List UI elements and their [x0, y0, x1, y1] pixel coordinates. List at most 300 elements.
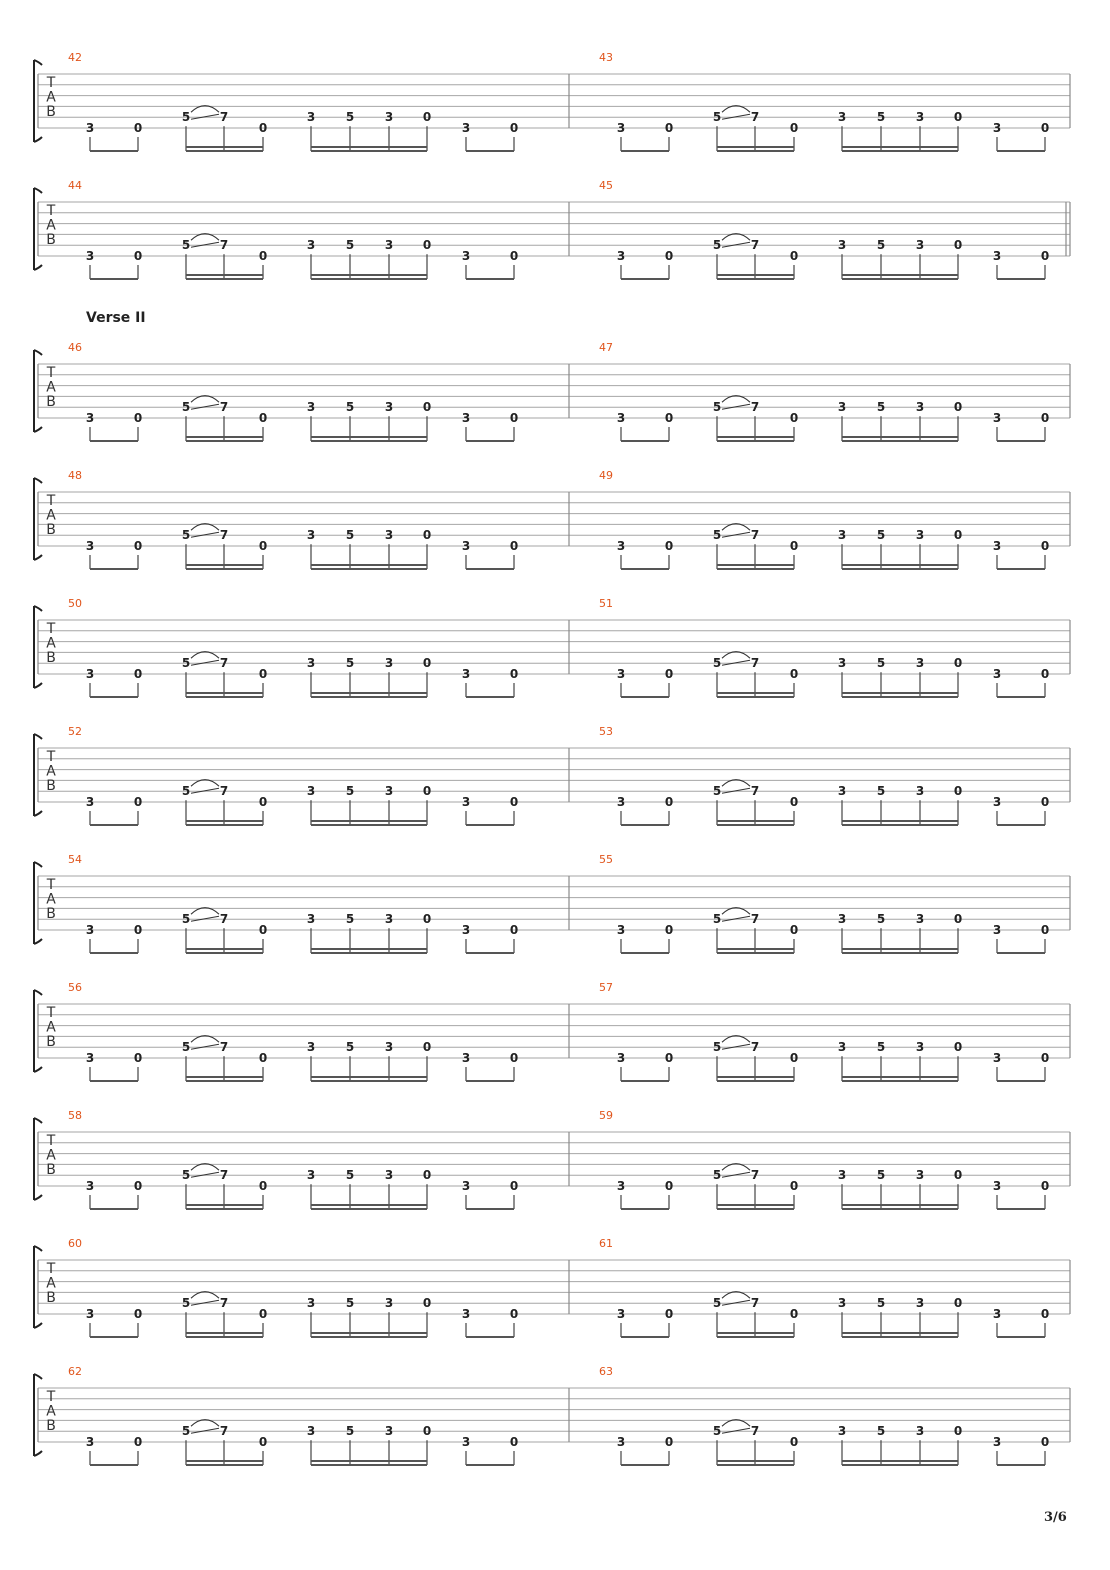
page-number: 3/6: [1044, 1510, 1067, 1525]
fret-number: 0: [133, 1435, 143, 1449]
fret-number: 3: [992, 1179, 1002, 1193]
fret-number: 0: [789, 539, 799, 553]
fret-number: 3: [992, 249, 1002, 263]
fret-number: 7: [750, 238, 760, 253]
fret-number: 5: [345, 912, 355, 927]
fret-number: 3: [85, 1179, 95, 1193]
fret-number: 5: [345, 238, 355, 253]
fret-number: 3: [85, 411, 95, 425]
fret-number: 3: [992, 667, 1002, 681]
fret-number: 3: [461, 1435, 471, 1449]
fret-number: 3: [306, 528, 316, 543]
fret-number: 3: [306, 784, 316, 799]
fret-number: 3: [992, 923, 1002, 937]
fret-number: 0: [422, 1296, 432, 1311]
measure-number: 48: [68, 469, 82, 482]
fret-number: 3: [306, 912, 316, 927]
fret-number: 0: [1040, 923, 1050, 937]
fret-number: 0: [422, 912, 432, 927]
fret-number: 0: [133, 923, 143, 937]
fret-number: 7: [750, 656, 760, 671]
fret-number: 5: [181, 784, 191, 799]
fret-number: 7: [219, 400, 229, 415]
fret-number: 0: [509, 923, 519, 937]
fret-number: 5: [876, 1424, 886, 1439]
section-label: Verse II: [86, 310, 146, 326]
fret-number: 3: [992, 1435, 1002, 1449]
tab-system: [34, 341, 1070, 441]
fret-number: 5: [345, 1424, 355, 1439]
fret-number: 3: [306, 110, 316, 125]
fret-number: 0: [1040, 1307, 1050, 1321]
tab-system: [34, 1237, 1070, 1337]
fret-number: 0: [509, 539, 519, 553]
fret-number: 3: [992, 795, 1002, 809]
fret-number: 3: [616, 1179, 626, 1193]
tab-system: [34, 179, 1070, 279]
tab-system: [34, 51, 1070, 151]
measure-number: 57: [599, 981, 613, 994]
fret-number: 0: [664, 121, 674, 135]
fret-number: 5: [181, 110, 191, 125]
fret-number: 3: [616, 539, 626, 553]
fret-number: 7: [219, 1168, 229, 1183]
fret-number: 7: [219, 1296, 229, 1311]
fret-number: 3: [461, 923, 471, 937]
fret-number: 7: [219, 528, 229, 543]
tab-clef-letter: B: [46, 778, 56, 794]
fret-number: 3: [837, 400, 847, 415]
fret-number: 3: [461, 795, 471, 809]
fret-number: 3: [616, 1307, 626, 1321]
fret-number: 3: [915, 912, 925, 927]
fret-number: 0: [953, 656, 963, 671]
measure-number: 55: [599, 853, 613, 866]
fret-number: 0: [664, 1435, 674, 1449]
fret-number: 0: [1040, 1435, 1050, 1449]
measure-number: 63: [599, 1365, 613, 1378]
tab-clef-letter: A: [46, 763, 56, 780]
fret-number: 0: [422, 656, 432, 671]
fret-number: 3: [616, 795, 626, 809]
fret-number: 5: [876, 400, 886, 415]
fret-number: 3: [616, 667, 626, 681]
fret-number: 3: [384, 400, 394, 415]
fret-number: 3: [306, 238, 316, 253]
tab-system: [34, 1109, 1070, 1209]
tab-clef-letter: B: [46, 1034, 56, 1050]
fret-number: 5: [712, 528, 722, 543]
fret-number: 3: [837, 528, 847, 543]
tab-clef-letter: B: [46, 1290, 56, 1306]
tab-clef-letter: A: [46, 379, 56, 396]
fret-number: 0: [789, 411, 799, 425]
fret-number: 5: [712, 110, 722, 125]
fret-number: 5: [345, 656, 355, 671]
fret-number: 7: [219, 1040, 229, 1055]
fret-number: 3: [616, 411, 626, 425]
fret-number: 5: [712, 1040, 722, 1055]
fret-number: 0: [509, 1051, 519, 1065]
fret-number: 3: [992, 1051, 1002, 1065]
fret-number: 3: [85, 667, 95, 681]
fret-number: 3: [85, 1307, 95, 1321]
fret-number: 3: [85, 1051, 95, 1065]
fret-number: 7: [219, 1424, 229, 1439]
fret-number: 0: [1040, 249, 1050, 263]
fret-number: 0: [1040, 539, 1050, 553]
fret-number: 0: [133, 411, 143, 425]
fret-number: 0: [509, 1435, 519, 1449]
tab-clef-letter: B: [46, 1162, 56, 1178]
fret-number: 0: [509, 121, 519, 135]
fret-number: 3: [384, 1040, 394, 1055]
measure-number: 58: [68, 1109, 82, 1122]
fret-number: 0: [258, 539, 268, 553]
tab-clef-letter: T: [46, 1389, 56, 1405]
tab-clef-letter: B: [46, 104, 56, 120]
tab-clef-letter: A: [46, 89, 56, 106]
tab-clef-letter: T: [46, 75, 56, 91]
measure-number: 51: [599, 597, 613, 610]
tab-clef-letter: T: [46, 877, 56, 893]
fret-number: 3: [837, 1040, 847, 1055]
fret-number: 0: [953, 1424, 963, 1439]
fret-number: 0: [133, 539, 143, 553]
fret-number: 3: [461, 1307, 471, 1321]
fret-number: 3: [992, 121, 1002, 135]
fret-number: 3: [384, 528, 394, 543]
fret-number: 0: [953, 110, 963, 125]
measure-number: 42: [68, 51, 82, 64]
fret-number: 3: [384, 784, 394, 799]
tab-clef-letter: B: [46, 650, 56, 666]
fret-number: 0: [422, 238, 432, 253]
fret-number: 7: [750, 1424, 760, 1439]
fret-number: 5: [876, 656, 886, 671]
fret-number: 0: [1040, 1179, 1050, 1193]
tab-system: [34, 981, 1070, 1081]
tab-clef-letter: A: [46, 1019, 56, 1036]
fret-number: 3: [384, 656, 394, 671]
fret-number: 3: [85, 1435, 95, 1449]
fret-number: 5: [345, 1296, 355, 1311]
measure-number: 53: [599, 725, 613, 738]
measure-number: 52: [68, 725, 82, 738]
fret-number: 3: [915, 238, 925, 253]
fret-number: 3: [616, 121, 626, 135]
fret-number: 3: [306, 1424, 316, 1439]
measure-number: 47: [599, 341, 613, 354]
fret-number: 5: [712, 656, 722, 671]
fret-number: 0: [133, 795, 143, 809]
fret-number: 0: [258, 1307, 268, 1321]
measure-number: 54: [68, 853, 82, 866]
fret-number: 3: [915, 1168, 925, 1183]
fret-number: 0: [664, 795, 674, 809]
fret-number: 0: [664, 1179, 674, 1193]
fret-number: 0: [664, 411, 674, 425]
fret-number: 5: [876, 784, 886, 799]
fret-number: 3: [915, 656, 925, 671]
fret-number: 5: [181, 912, 191, 927]
fret-number: 0: [1040, 121, 1050, 135]
fret-number: 5: [181, 656, 191, 671]
fret-number: 3: [915, 1296, 925, 1311]
fret-number: 0: [258, 795, 268, 809]
fret-number: 0: [789, 1179, 799, 1193]
fret-number: 3: [384, 110, 394, 125]
fret-number: 0: [422, 1040, 432, 1055]
fret-number: 3: [85, 249, 95, 263]
fret-number: 3: [461, 411, 471, 425]
fret-number: 5: [876, 1040, 886, 1055]
fret-number: 3: [616, 1051, 626, 1065]
fret-number: 3: [837, 784, 847, 799]
fret-number: 3: [992, 1307, 1002, 1321]
fret-number: 0: [133, 249, 143, 263]
fret-number: 7: [219, 912, 229, 927]
fret-number: 5: [345, 110, 355, 125]
fret-number: 5: [712, 1296, 722, 1311]
fret-number: 0: [664, 923, 674, 937]
fret-number: 3: [306, 1040, 316, 1055]
fret-number: 0: [953, 912, 963, 927]
fret-number: 3: [461, 1179, 471, 1193]
fret-number: 3: [616, 249, 626, 263]
fret-number: 3: [915, 110, 925, 125]
fret-number: 3: [85, 795, 95, 809]
fret-number: 3: [85, 121, 95, 135]
fret-number: 0: [789, 1307, 799, 1321]
fret-number: 0: [953, 1168, 963, 1183]
fret-number: 0: [953, 1040, 963, 1055]
fret-number: 7: [750, 784, 760, 799]
fret-number: 3: [616, 1435, 626, 1449]
fret-number: 3: [306, 656, 316, 671]
fret-number: 5: [712, 238, 722, 253]
fret-number: 5: [181, 1424, 191, 1439]
measure-number: 60: [68, 1237, 82, 1250]
tab-clef-letter: A: [46, 635, 56, 652]
fret-number: 5: [345, 528, 355, 543]
fret-number: 0: [789, 923, 799, 937]
fret-number: 0: [953, 528, 963, 543]
measure-number: 56: [68, 981, 82, 994]
fret-number: 3: [384, 1168, 394, 1183]
fret-number: 3: [461, 249, 471, 263]
tab-clef-letter: A: [46, 891, 56, 908]
fret-number: 0: [258, 1179, 268, 1193]
fret-number: 0: [789, 795, 799, 809]
fret-number: 0: [953, 1296, 963, 1311]
fret-number: 0: [789, 121, 799, 135]
fret-number: 3: [616, 923, 626, 937]
fret-number: 0: [422, 1168, 432, 1183]
fret-number: 5: [876, 1168, 886, 1183]
tab-clef-letter: T: [46, 1133, 56, 1149]
tab-clef-letter: T: [46, 365, 56, 381]
fret-number: 5: [181, 400, 191, 415]
fret-number: 0: [422, 1424, 432, 1439]
fret-number: 3: [384, 238, 394, 253]
fret-number: 5: [876, 528, 886, 543]
fret-number: 0: [422, 528, 432, 543]
tab-clef-letter: A: [46, 507, 56, 524]
fret-number: 0: [1040, 667, 1050, 681]
fret-number: 0: [258, 667, 268, 681]
fret-number: 3: [85, 923, 95, 937]
fret-number: 7: [219, 238, 229, 253]
tab-clef-letter: A: [46, 1147, 56, 1164]
tab-clef-letter: A: [46, 1403, 56, 1420]
tab-clef-letter: T: [46, 493, 56, 509]
tab-clef-letter: A: [46, 1275, 56, 1292]
tab-system: [34, 725, 1070, 825]
fret-number: 5: [712, 1168, 722, 1183]
fret-number: 0: [258, 923, 268, 937]
tab-clef-letter: T: [46, 203, 56, 219]
fret-number: 0: [789, 249, 799, 263]
fret-number: 3: [915, 1424, 925, 1439]
fret-number: 0: [509, 249, 519, 263]
tab-clef-letter: T: [46, 749, 56, 765]
fret-number: 7: [750, 1296, 760, 1311]
tab-clef-letter: B: [46, 394, 56, 410]
fret-number: 0: [789, 1435, 799, 1449]
fret-number: 5: [345, 400, 355, 415]
fret-number: 0: [953, 784, 963, 799]
fret-number: 5: [181, 528, 191, 543]
fret-number: 5: [712, 400, 722, 415]
fret-number: 0: [422, 400, 432, 415]
fret-number: 0: [133, 667, 143, 681]
measure-number: 43: [599, 51, 613, 64]
fret-number: 7: [219, 656, 229, 671]
fret-number: 3: [915, 400, 925, 415]
fret-number: 0: [133, 121, 143, 135]
fret-number: 5: [876, 1296, 886, 1311]
fret-number: 0: [509, 1307, 519, 1321]
fret-number: 5: [876, 110, 886, 125]
fret-number: 0: [953, 400, 963, 415]
fret-number: 3: [837, 238, 847, 253]
fret-number: 5: [181, 1040, 191, 1055]
fret-number: 0: [509, 411, 519, 425]
measure-number: 49: [599, 469, 613, 482]
tab-system: [34, 1365, 1070, 1465]
measure-number: 44: [68, 179, 82, 192]
fret-number: 0: [258, 411, 268, 425]
fret-number: 7: [750, 1168, 760, 1183]
fret-number: 3: [461, 1051, 471, 1065]
measure-number: 50: [68, 597, 82, 610]
fret-number: 3: [384, 1296, 394, 1311]
fret-number: 3: [384, 1424, 394, 1439]
fret-number: 0: [1040, 1051, 1050, 1065]
fret-number: 5: [345, 784, 355, 799]
tab-clef-letter: T: [46, 1261, 56, 1277]
fret-number: 3: [85, 539, 95, 553]
fret-number: 5: [345, 1040, 355, 1055]
tab-clef-letter: B: [46, 522, 56, 538]
fret-number: 0: [422, 784, 432, 799]
fret-number: 5: [712, 784, 722, 799]
fret-number: 0: [258, 1435, 268, 1449]
fret-number: 3: [915, 1040, 925, 1055]
fret-number: 3: [837, 1168, 847, 1183]
fret-number: 0: [664, 1051, 674, 1065]
fret-number: 0: [133, 1307, 143, 1321]
fret-number: 3: [992, 539, 1002, 553]
fret-number: 0: [664, 539, 674, 553]
fret-number: 0: [258, 1051, 268, 1065]
fret-number: 0: [789, 1051, 799, 1065]
fret-number: 0: [1040, 795, 1050, 809]
fret-number: 0: [1040, 411, 1050, 425]
tab-clef-letter: B: [46, 906, 56, 922]
fret-number: 3: [915, 784, 925, 799]
fret-number: 3: [837, 1296, 847, 1311]
tab-system: [34, 853, 1070, 953]
fret-number: 3: [837, 912, 847, 927]
measure-number: 61: [599, 1237, 613, 1250]
fret-number: 3: [461, 667, 471, 681]
fret-number: 0: [133, 1051, 143, 1065]
tab-clef-letter: B: [46, 232, 56, 248]
fret-number: 7: [219, 784, 229, 799]
fret-number: 0: [509, 1179, 519, 1193]
fret-number: 0: [953, 238, 963, 253]
fret-number: 7: [750, 1040, 760, 1055]
fret-number: 5: [181, 1296, 191, 1311]
fret-number: 5: [876, 912, 886, 927]
fret-number: 0: [664, 249, 674, 263]
fret-number: 0: [509, 795, 519, 809]
tab-clef-letter: T: [46, 1005, 56, 1021]
fret-number: 5: [345, 1168, 355, 1183]
fret-number: 0: [133, 1179, 143, 1193]
tab-clef-letter: A: [46, 217, 56, 234]
fret-number: 0: [258, 249, 268, 263]
measure-number: 45: [599, 179, 613, 192]
measure-number: 59: [599, 1109, 613, 1122]
fret-number: 5: [181, 1168, 191, 1183]
fret-number: 3: [837, 656, 847, 671]
fret-number: 3: [306, 1296, 316, 1311]
fret-number: 3: [461, 539, 471, 553]
fret-number: 3: [306, 1168, 316, 1183]
fret-number: 5: [181, 238, 191, 253]
fret-number: 0: [509, 667, 519, 681]
fret-number: 3: [992, 411, 1002, 425]
fret-number: 3: [915, 528, 925, 543]
tab-clef-letter: B: [46, 1418, 56, 1434]
fret-number: 3: [837, 1424, 847, 1439]
tab-clef-letter: T: [46, 621, 56, 637]
fret-number: 5: [712, 1424, 722, 1439]
tab-system: [34, 597, 1070, 697]
measure-number: 62: [68, 1365, 82, 1378]
fret-number: 0: [789, 667, 799, 681]
fret-number: 7: [750, 912, 760, 927]
measure-number: 46: [68, 341, 82, 354]
fret-number: 7: [750, 400, 760, 415]
fret-number: 3: [384, 912, 394, 927]
fret-number: 3: [306, 400, 316, 415]
fret-number: 7: [750, 110, 760, 125]
fret-number: 7: [750, 528, 760, 543]
